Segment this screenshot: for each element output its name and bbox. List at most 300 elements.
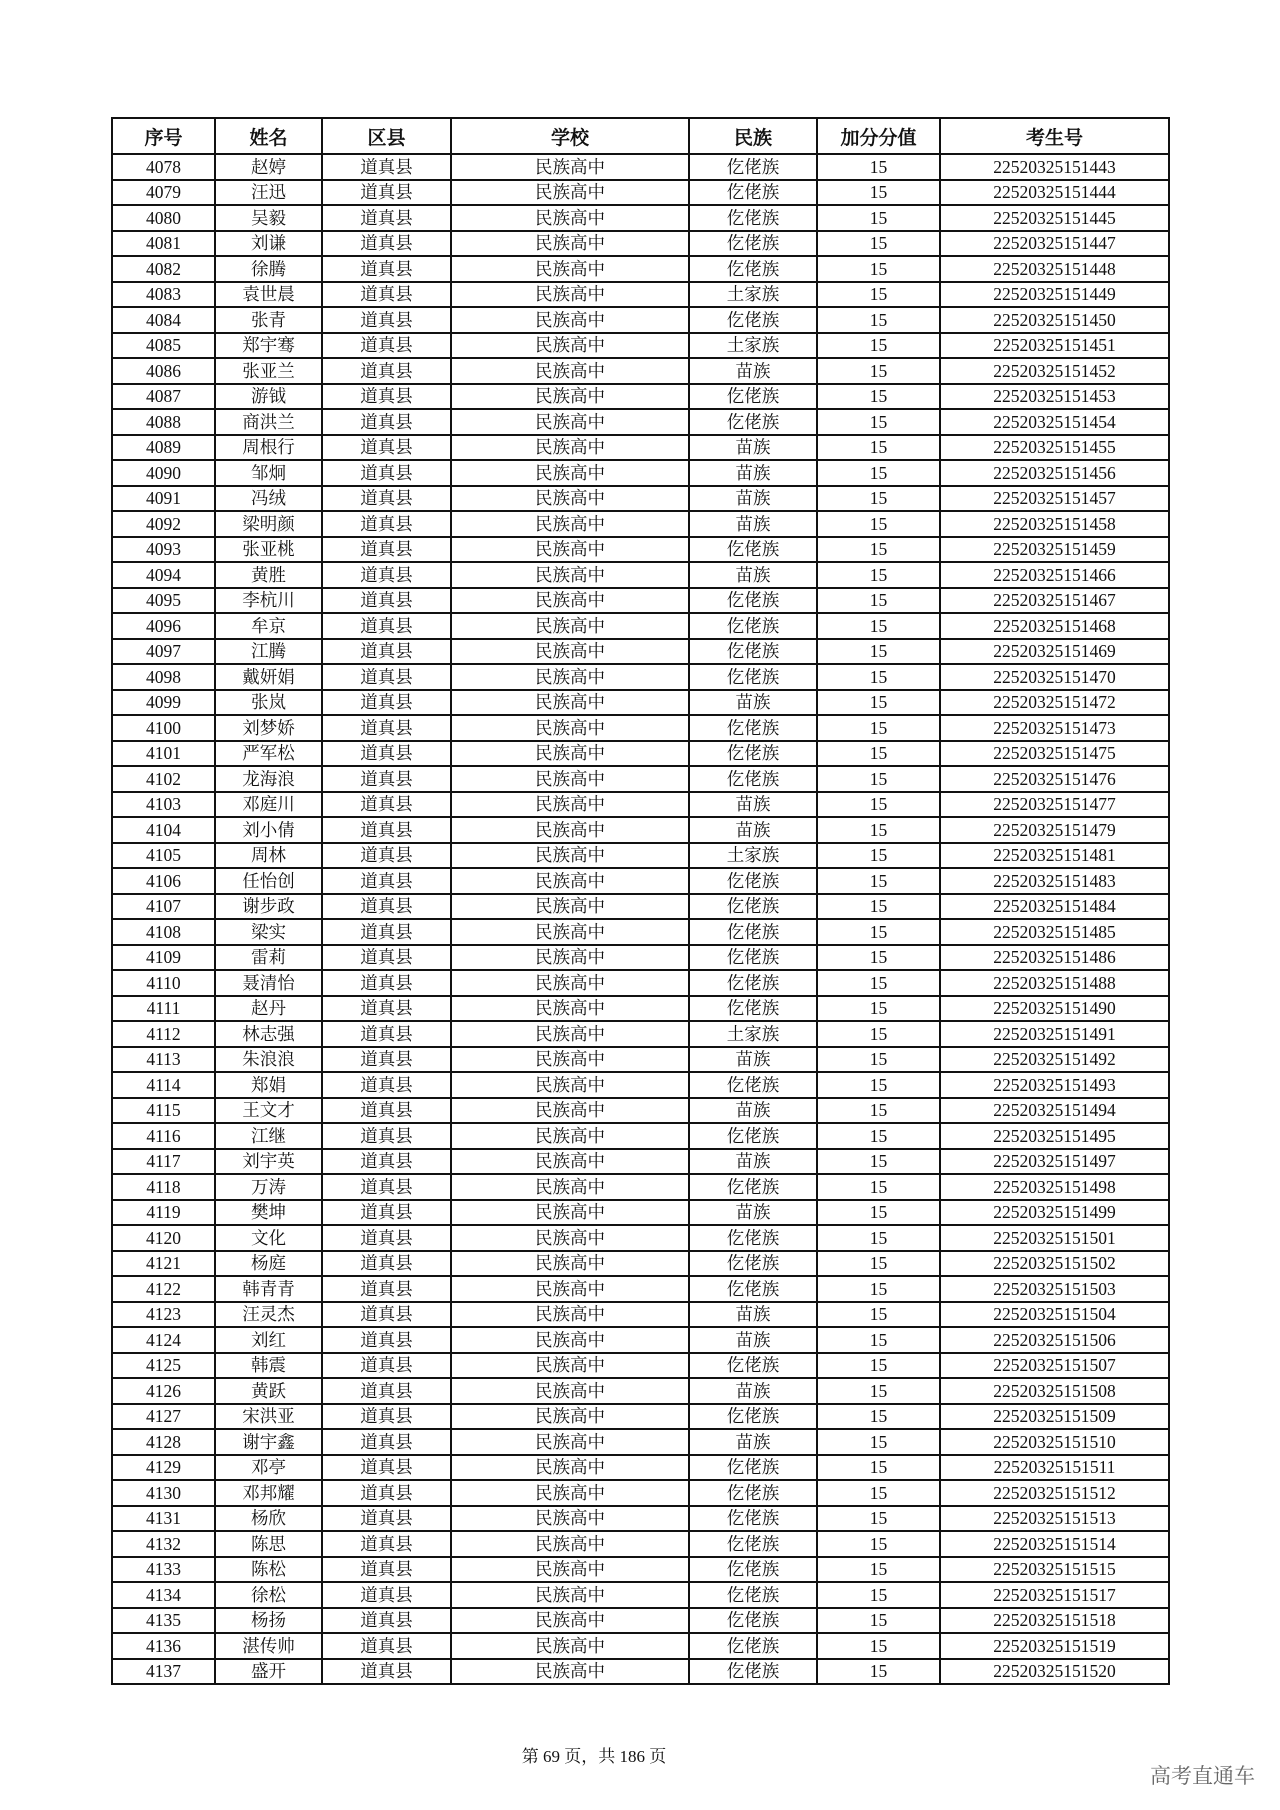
county-cell: 道真县 — [322, 1276, 451, 1302]
name-cell: 冯绒 — [215, 486, 322, 512]
school-cell: 民族高中 — [451, 1353, 689, 1379]
bonus-cell: 15 — [817, 1200, 940, 1226]
school-cell: 民族高中 — [451, 1429, 689, 1455]
table-row — [112, 1531, 1169, 1557]
bonus-cell: 15 — [817, 970, 940, 996]
exam-id-cell: 22520325151453 — [940, 384, 1169, 410]
table-row — [112, 1480, 1169, 1506]
table-row — [112, 358, 1169, 384]
school-cell: 民族高中 — [451, 1072, 689, 1098]
table-row — [112, 409, 1169, 435]
school-cell: 民族高中 — [451, 231, 689, 257]
ethnicity-cell: 土家族 — [689, 843, 817, 869]
exam-id-cell: 22520325151497 — [940, 1149, 1169, 1175]
exam-id-cell: 22520325151476 — [940, 766, 1169, 792]
name-cell: 江腾 — [215, 639, 322, 665]
school-cell: 民族高中 — [451, 1582, 689, 1608]
exam-id-cell: 22520325151479 — [940, 817, 1169, 843]
seq-cell: 4088 — [112, 409, 215, 435]
exam-id-cell: 22520325151485 — [940, 919, 1169, 945]
bonus-cell: 15 — [817, 460, 940, 486]
table-row — [112, 919, 1169, 945]
name-cell: 周根行 — [215, 435, 322, 461]
bonus-cell: 15 — [817, 333, 940, 359]
name-cell: 赵婷 — [215, 154, 322, 180]
school-cell: 民族高中 — [451, 588, 689, 614]
ethnicity-cell: 仡佬族 — [689, 868, 817, 894]
school-cell: 民族高中 — [451, 1047, 689, 1073]
table-row — [112, 766, 1169, 792]
bonus-cell: 15 — [817, 435, 940, 461]
name-cell: 黄胜 — [215, 562, 322, 588]
school-cell: 民族高中 — [451, 1455, 689, 1481]
seq-cell: 4111 — [112, 996, 215, 1022]
seq-cell: 4133 — [112, 1557, 215, 1583]
table-row — [112, 1225, 1169, 1251]
bonus-cell: 15 — [817, 1047, 940, 1073]
school-cell: 民族高中 — [451, 868, 689, 894]
bonus-cell: 15 — [817, 690, 940, 716]
name-cell: 邓庭川 — [215, 792, 322, 818]
name-cell: 梁明颜 — [215, 511, 322, 537]
school-cell: 民族高中 — [451, 664, 689, 690]
table-row — [112, 690, 1169, 716]
bonus-cell: 15 — [817, 1404, 940, 1430]
exam-id-cell: 22520325151495 — [940, 1123, 1169, 1149]
table-row — [112, 307, 1169, 333]
county-cell: 道真县 — [322, 1557, 451, 1583]
school-cell: 民族高中 — [451, 1251, 689, 1277]
county-cell: 道真县 — [322, 741, 451, 767]
page-number: 第 69 页，共 186 页 — [521, 1747, 667, 1766]
bonus-cell: 15 — [817, 996, 940, 1022]
school-cell: 民族高中 — [451, 307, 689, 333]
name-cell: 王文才 — [215, 1098, 322, 1124]
exam-id-cell: 22520325151499 — [940, 1200, 1169, 1226]
table-row — [112, 256, 1169, 282]
name-cell: 汪迅 — [215, 180, 322, 206]
name-cell: 刘梦娇 — [215, 715, 322, 741]
county-cell: 道真县 — [322, 1659, 451, 1685]
exam-id-cell: 22520325151515 — [940, 1557, 1169, 1583]
ethnicity-cell: 苗族 — [689, 1047, 817, 1073]
ethnicity-cell: 仡佬族 — [689, 231, 817, 257]
table-row — [112, 868, 1169, 894]
table-row — [112, 639, 1169, 665]
seq-cell: 4125 — [112, 1353, 215, 1379]
school-cell: 民族高中 — [451, 1557, 689, 1583]
exam-id-cell: 22520325151469 — [940, 639, 1169, 665]
ethnicity-cell: 仡佬族 — [689, 1608, 817, 1634]
school-cell: 民族高中 — [451, 1506, 689, 1532]
county-cell: 道真县 — [322, 1480, 451, 1506]
bonus-cell: 15 — [817, 639, 940, 665]
exam-id-cell: 22520325151498 — [940, 1174, 1169, 1200]
table-row — [112, 1659, 1169, 1685]
name-cell: 刘小倩 — [215, 817, 322, 843]
seq-cell: 4135 — [112, 1608, 215, 1634]
seq-cell: 4090 — [112, 460, 215, 486]
ethnicity-cell: 仡佬族 — [689, 588, 817, 614]
county-cell: 道真县 — [322, 562, 451, 588]
seq-cell: 4123 — [112, 1302, 215, 1328]
school-cell: 民族高中 — [451, 1149, 689, 1175]
county-cell: 道真县 — [322, 180, 451, 206]
school-cell: 民族高中 — [451, 970, 689, 996]
table-row — [112, 792, 1169, 818]
ethnicity-cell: 苗族 — [689, 486, 817, 512]
ethnicity-cell: 苗族 — [689, 1200, 817, 1226]
name-cell: 杨庭 — [215, 1251, 322, 1277]
bonus-cell: 15 — [817, 537, 940, 563]
table-row — [112, 1098, 1169, 1124]
ethnicity-cell: 仡佬族 — [689, 384, 817, 410]
name-cell: 梁实 — [215, 919, 322, 945]
table-row — [112, 1378, 1169, 1404]
exam-id-cell: 22520325151450 — [940, 307, 1169, 333]
exam-id-cell: 22520325151475 — [940, 741, 1169, 767]
table-row — [112, 180, 1169, 206]
name-cell: 李杭川 — [215, 588, 322, 614]
header-ethnicity: 民族 — [689, 118, 817, 154]
table-row — [112, 613, 1169, 639]
name-cell: 韩青青 — [215, 1276, 322, 1302]
school-cell: 民族高中 — [451, 358, 689, 384]
header-county: 区县 — [322, 118, 451, 154]
ethnicity-cell: 苗族 — [689, 1429, 817, 1455]
school-cell: 民族高中 — [451, 894, 689, 920]
name-cell: 聂清怡 — [215, 970, 322, 996]
header-name: 姓名 — [215, 118, 322, 154]
table-row — [112, 970, 1169, 996]
seq-cell: 4113 — [112, 1047, 215, 1073]
ethnicity-cell: 仡佬族 — [689, 1582, 817, 1608]
bonus-cell: 15 — [817, 1659, 940, 1685]
county-cell: 道真县 — [322, 1404, 451, 1430]
bonus-cell: 15 — [817, 1429, 940, 1455]
seq-cell: 4087 — [112, 384, 215, 410]
county-cell: 道真县 — [322, 588, 451, 614]
header-exam-id: 考生号 — [940, 118, 1169, 154]
bonus-cell: 15 — [817, 384, 940, 410]
table-row — [112, 1506, 1169, 1532]
seq-cell: 4120 — [112, 1225, 215, 1251]
ethnicity-cell: 苗族 — [689, 792, 817, 818]
name-cell: 袁世晨 — [215, 282, 322, 308]
bonus-cell: 15 — [817, 945, 940, 971]
seq-cell: 4078 — [112, 154, 215, 180]
seq-cell: 4099 — [112, 690, 215, 716]
name-cell: 湛传帅 — [215, 1633, 322, 1659]
county-cell: 道真县 — [322, 766, 451, 792]
school-cell: 民族高中 — [451, 384, 689, 410]
county-cell: 道真县 — [322, 715, 451, 741]
bonus-cell: 15 — [817, 919, 940, 945]
county-cell: 道真县 — [322, 1531, 451, 1557]
table-row — [112, 1404, 1169, 1430]
name-cell: 徐腾 — [215, 256, 322, 282]
ethnicity-cell: 仡佬族 — [689, 919, 817, 945]
exam-id-cell: 22520325151452 — [940, 358, 1169, 384]
table-row — [112, 1429, 1169, 1455]
ethnicity-cell: 仡佬族 — [689, 1506, 817, 1532]
county-cell: 道真县 — [322, 333, 451, 359]
school-cell: 民族高中 — [451, 766, 689, 792]
bonus-cell: 15 — [817, 715, 940, 741]
ethnicity-cell: 土家族 — [689, 333, 817, 359]
seq-cell: 4100 — [112, 715, 215, 741]
exam-id-cell: 22520325151493 — [940, 1072, 1169, 1098]
county-cell: 道真县 — [322, 894, 451, 920]
county-cell: 道真县 — [322, 1327, 451, 1353]
table-row — [112, 1276, 1169, 1302]
ethnicity-cell: 苗族 — [689, 690, 817, 716]
seq-cell: 4105 — [112, 843, 215, 869]
county-cell: 道真县 — [322, 1302, 451, 1328]
ethnicity-cell: 仡佬族 — [689, 1123, 817, 1149]
table-row — [112, 1123, 1169, 1149]
county-cell: 道真县 — [322, 970, 451, 996]
exam-id-cell: 22520325151494 — [940, 1098, 1169, 1124]
table-row — [112, 460, 1169, 486]
county-cell: 道真县 — [322, 511, 451, 537]
table-row — [112, 1608, 1169, 1634]
county-cell: 道真县 — [322, 384, 451, 410]
name-cell: 杨扬 — [215, 1608, 322, 1634]
ethnicity-cell: 仡佬族 — [689, 1531, 817, 1557]
table-row — [112, 1072, 1169, 1098]
school-cell: 民族高中 — [451, 690, 689, 716]
seq-cell: 4084 — [112, 307, 215, 333]
school-cell: 民族高中 — [451, 843, 689, 869]
ethnicity-cell: 仡佬族 — [689, 1276, 817, 1302]
seq-cell: 4116 — [112, 1123, 215, 1149]
name-cell: 刘谦 — [215, 231, 322, 257]
school-cell: 民族高中 — [451, 1608, 689, 1634]
ethnicity-cell: 土家族 — [689, 282, 817, 308]
seq-cell: 4122 — [112, 1276, 215, 1302]
name-cell: 龙海浪 — [215, 766, 322, 792]
school-cell: 民族高中 — [451, 1404, 689, 1430]
bonus-cell: 15 — [817, 562, 940, 588]
name-cell: 樊坤 — [215, 1200, 322, 1226]
ethnicity-cell: 苗族 — [689, 1378, 817, 1404]
header-seq: 序号 — [112, 118, 215, 154]
name-cell: 严军松 — [215, 741, 322, 767]
seq-cell: 4086 — [112, 358, 215, 384]
table-row — [112, 384, 1169, 410]
county-cell: 道真县 — [322, 613, 451, 639]
table-row — [112, 1200, 1169, 1226]
name-cell: 任怡创 — [215, 868, 322, 894]
seq-cell: 4085 — [112, 333, 215, 359]
name-cell: 陈松 — [215, 1557, 322, 1583]
school-cell: 民族高中 — [451, 715, 689, 741]
bonus-cell: 15 — [817, 1633, 940, 1659]
county-cell: 道真县 — [322, 945, 451, 971]
exam-id-cell: 22520325151520 — [940, 1659, 1169, 1685]
school-cell: 民族高中 — [451, 1200, 689, 1226]
exam-id-cell: 22520325151458 — [940, 511, 1169, 537]
table-row — [112, 1302, 1169, 1328]
table-row — [112, 945, 1169, 971]
ethnicity-cell: 仡佬族 — [689, 639, 817, 665]
county-cell: 道真县 — [322, 792, 451, 818]
name-cell: 徐松 — [215, 1582, 322, 1608]
table-row — [112, 511, 1169, 537]
ethnicity-cell: 仡佬族 — [689, 256, 817, 282]
exam-id-cell: 22520325151504 — [940, 1302, 1169, 1328]
name-cell: 郑娟 — [215, 1072, 322, 1098]
table-row — [112, 715, 1169, 741]
county-cell: 道真县 — [322, 868, 451, 894]
table-row — [112, 1149, 1169, 1175]
bonus-cell: 15 — [817, 282, 940, 308]
exam-id-cell: 22520325151468 — [940, 613, 1169, 639]
exam-id-cell: 22520325151481 — [940, 843, 1169, 869]
bonus-cell: 15 — [817, 766, 940, 792]
county-cell: 道真县 — [322, 1582, 451, 1608]
bonus-cell: 15 — [817, 792, 940, 818]
ethnicity-cell: 仡佬族 — [689, 741, 817, 767]
table-row — [112, 1557, 1169, 1583]
name-cell: 江继 — [215, 1123, 322, 1149]
ethnicity-cell: 仡佬族 — [689, 537, 817, 563]
county-cell: 道真县 — [322, 1633, 451, 1659]
seq-cell: 4081 — [112, 231, 215, 257]
exam-id-cell: 22520325151509 — [940, 1404, 1169, 1430]
ethnicity-cell: 仡佬族 — [689, 894, 817, 920]
table-row — [112, 664, 1169, 690]
bonus-cell: 15 — [817, 1378, 940, 1404]
ethnicity-cell: 苗族 — [689, 1149, 817, 1175]
bonus-cell: 15 — [817, 1506, 940, 1532]
exam-id-cell: 22520325151449 — [940, 282, 1169, 308]
ethnicity-cell: 苗族 — [689, 562, 817, 588]
ethnicity-cell: 苗族 — [689, 460, 817, 486]
table-body — [112, 154, 1169, 1684]
table-row — [112, 1047, 1169, 1073]
bonus-cell: 15 — [817, 1098, 940, 1124]
name-cell: 吴毅 — [215, 205, 322, 231]
county-cell: 道真县 — [322, 1251, 451, 1277]
ethnicity-cell: 仡佬族 — [689, 1633, 817, 1659]
table-row — [112, 1353, 1169, 1379]
table-row — [112, 154, 1169, 180]
seq-cell: 4114 — [112, 1072, 215, 1098]
watermark: 高考直通车 — [1150, 1764, 1255, 1788]
school-cell: 民族高中 — [451, 1531, 689, 1557]
bonus-cell: 15 — [817, 868, 940, 894]
school-cell: 民族高中 — [451, 1225, 689, 1251]
name-cell: 杨欣 — [215, 1506, 322, 1532]
header-school: 学校 — [451, 118, 689, 154]
table-row — [112, 333, 1169, 359]
exam-id-cell: 22520325151451 — [940, 333, 1169, 359]
school-cell: 民族高中 — [451, 282, 689, 308]
name-cell: 邹炯 — [215, 460, 322, 486]
ethnicity-cell: 仡佬族 — [689, 409, 817, 435]
bonus-cell: 15 — [817, 1123, 940, 1149]
bonus-cell: 15 — [817, 1327, 940, 1353]
school-cell: 民族高中 — [451, 613, 689, 639]
exam-id-cell: 22520325151506 — [940, 1327, 1169, 1353]
seq-cell: 4118 — [112, 1174, 215, 1200]
seq-cell: 4128 — [112, 1429, 215, 1455]
name-cell: 邓亭 — [215, 1455, 322, 1481]
school-cell: 民族高中 — [451, 562, 689, 588]
bonus-cell: 15 — [817, 1480, 940, 1506]
exam-id-cell: 22520325151490 — [940, 996, 1169, 1022]
exam-id-cell: 22520325151472 — [940, 690, 1169, 716]
seq-cell: 4107 — [112, 894, 215, 920]
seq-cell: 4106 — [112, 868, 215, 894]
table-row — [112, 1021, 1169, 1047]
school-cell: 民族高中 — [451, 1633, 689, 1659]
seq-cell: 4079 — [112, 180, 215, 206]
name-cell: 张亚桃 — [215, 537, 322, 563]
seq-cell: 4097 — [112, 639, 215, 665]
bonus-cell: 15 — [817, 307, 940, 333]
name-cell: 文化 — [215, 1225, 322, 1251]
ethnicity-cell: 苗族 — [689, 435, 817, 461]
exam-id-cell: 22520325151491 — [940, 1021, 1169, 1047]
exam-id-cell: 22520325151512 — [940, 1480, 1169, 1506]
exam-id-cell: 22520325151443 — [940, 154, 1169, 180]
name-cell: 宋洪亚 — [215, 1404, 322, 1430]
exam-id-cell: 22520325151470 — [940, 664, 1169, 690]
bonus-cell: 15 — [817, 1455, 940, 1481]
county-cell: 道真县 — [322, 231, 451, 257]
header-bonus: 加分分值 — [817, 118, 940, 154]
seq-cell: 4094 — [112, 562, 215, 588]
seq-cell: 4104 — [112, 817, 215, 843]
school-cell: 民族高中 — [451, 460, 689, 486]
exam-id-cell: 22520325151447 — [940, 231, 1169, 257]
school-cell: 民族高中 — [451, 996, 689, 1022]
name-cell: 汪灵杰 — [215, 1302, 322, 1328]
name-cell: 商洪兰 — [215, 409, 322, 435]
ethnicity-cell: 仡佬族 — [689, 1225, 817, 1251]
bonus-cell: 15 — [817, 894, 940, 920]
exam-id-cell: 22520325151508 — [940, 1378, 1169, 1404]
county-cell: 道真县 — [322, 1429, 451, 1455]
seq-cell: 4092 — [112, 511, 215, 537]
school-cell: 民族高中 — [451, 537, 689, 563]
county-cell: 道真县 — [322, 1123, 451, 1149]
county-cell: 道真县 — [322, 282, 451, 308]
bonus-cell: 15 — [817, 1582, 940, 1608]
name-cell: 朱浪浪 — [215, 1047, 322, 1073]
school-cell: 民族高中 — [451, 639, 689, 665]
county-cell: 道真县 — [322, 1353, 451, 1379]
exam-id-cell: 22520325151488 — [940, 970, 1169, 996]
name-cell: 盛开 — [215, 1659, 322, 1685]
page-footer — [0, 1742, 1280, 1767]
exam-id-cell: 22520325151444 — [940, 180, 1169, 206]
county-cell: 道真县 — [322, 996, 451, 1022]
county-cell: 道真县 — [322, 1149, 451, 1175]
school-cell: 民族高中 — [451, 741, 689, 767]
bonus-cell: 15 — [817, 154, 940, 180]
table-row — [112, 1633, 1169, 1659]
table-row — [112, 588, 1169, 614]
table-row — [112, 205, 1169, 231]
school-cell: 民族高中 — [451, 409, 689, 435]
county-cell: 道真县 — [322, 919, 451, 945]
county-cell: 道真县 — [322, 1200, 451, 1226]
county-cell: 道真县 — [322, 205, 451, 231]
